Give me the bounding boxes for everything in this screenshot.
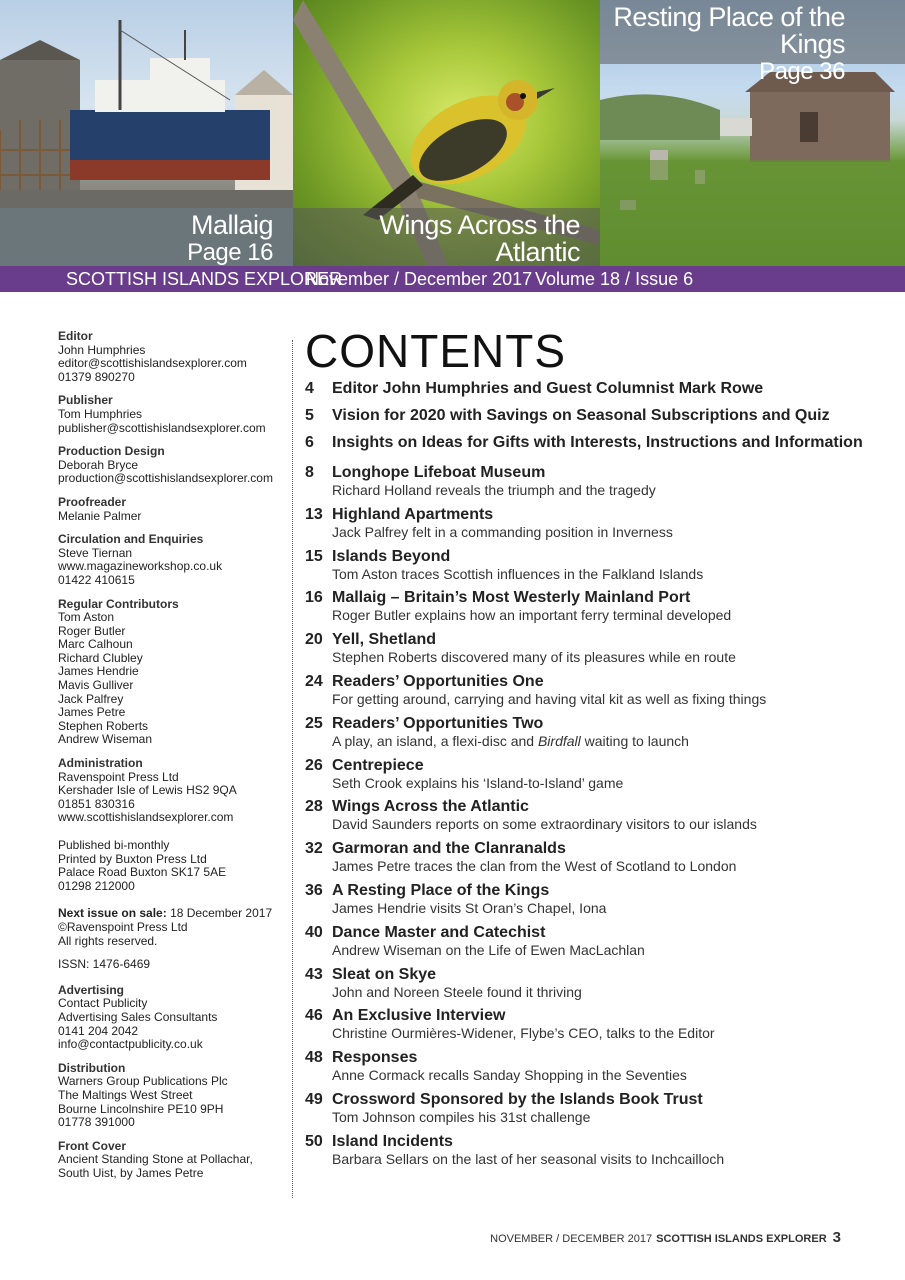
staff-label: Administration bbox=[58, 756, 143, 771]
staff-line: Richard Clubley bbox=[58, 650, 143, 665]
toc-item[interactable] bbox=[305, 1131, 895, 1173]
toc-title: Wings Across the Atlantic bbox=[332, 798, 529, 816]
toc-page-number: 4 bbox=[305, 380, 314, 397]
toc-page-number: 36 bbox=[305, 881, 323, 899]
toc-page-number: 15 bbox=[305, 547, 323, 565]
toc-page-number: 48 bbox=[305, 1049, 323, 1067]
toc-item[interactable] bbox=[305, 1005, 895, 1047]
toc-item[interactable] bbox=[305, 432, 895, 462]
staff-group-administration bbox=[58, 757, 288, 825]
toc-item[interactable] bbox=[305, 1047, 895, 1089]
toc-description: Tom Aston traces Scottish influences in the Falkland Islands bbox=[332, 565, 704, 582]
staff-line: production@scottishislandsexplorer.com bbox=[58, 471, 273, 486]
staff-label: Editor bbox=[58, 329, 93, 343]
staff-group-circulation bbox=[58, 533, 288, 587]
footer-magazine-name: SCOTTISH ISLANDS EXPLORER bbox=[656, 1233, 827, 1245]
toc-description: James Hendrie visits St Oran’s Chapel, Iona bbox=[332, 899, 607, 916]
toc-description: Seth Crook explains his ‘Island-to-Island’ game bbox=[332, 774, 624, 791]
toc-page-number: 28 bbox=[305, 798, 323, 816]
staff-group-distribution bbox=[58, 1062, 288, 1130]
toc-title: Readers’ Opportunities Two bbox=[332, 714, 544, 732]
mallaig-caption-page: Page 16 bbox=[187, 239, 273, 266]
warbler-caption bbox=[293, 208, 600, 266]
toc-description: Tom Johnson compiles his 31st challenge bbox=[332, 1108, 591, 1125]
toc-title: Dance Master and Catechist bbox=[332, 923, 546, 941]
mallaig-caption-title: Mallaig bbox=[190, 210, 273, 240]
staff-line: 01379 890270 bbox=[58, 369, 135, 384]
staff-group-front-cover bbox=[58, 1140, 288, 1181]
toc-page-number: 16 bbox=[305, 589, 323, 607]
toc-description: Jack Palfrey felt in a commanding position in Inverness bbox=[332, 523, 673, 540]
staff-line: Ancient Standing Stone at Pollachar, bbox=[58, 1152, 253, 1167]
toc-page-number: 20 bbox=[305, 631, 323, 649]
footer-page-number: 3 bbox=[832, 1229, 841, 1246]
staff-group-contributors bbox=[58, 598, 288, 748]
staff-line: Kershader Isle of Lewis HS2 9QA bbox=[58, 783, 237, 798]
toc-item[interactable] bbox=[305, 1089, 895, 1131]
issn-info bbox=[58, 958, 288, 972]
bar-magazine-name: SCOTTISH ISLANDS EXPLORER bbox=[66, 269, 343, 289]
toc-title: Garmoran and the Clanranalds bbox=[332, 840, 566, 858]
toc-description: Stephen Roberts discovered many of its pleasures while en route bbox=[332, 649, 736, 666]
toc-description: Roger Butler explains how an important ferry terminal developed bbox=[332, 607, 732, 624]
staff-line: editor@scottishislandsexplorer.com bbox=[58, 356, 247, 371]
staff-group-production bbox=[58, 445, 288, 486]
table-of-contents bbox=[305, 378, 895, 1173]
toc-item[interactable] bbox=[305, 504, 895, 546]
mallaig-caption bbox=[0, 208, 293, 266]
toc-title: Vision for 2020 with Savings on Seasonal Subscriptions and Quiz bbox=[332, 407, 830, 424]
toc-page-number: 50 bbox=[305, 1132, 323, 1150]
staff-line: www.scottishislandsexplorer.com bbox=[58, 810, 234, 825]
toc-item[interactable] bbox=[305, 880, 895, 922]
next-issue-info bbox=[58, 907, 288, 948]
printing-line: Published bi-monthly bbox=[58, 838, 170, 852]
warbler-caption-title: Wings Across the Atlantic bbox=[379, 210, 580, 266]
staff-line: Stephen Roberts bbox=[58, 718, 149, 733]
toc-item[interactable] bbox=[305, 922, 895, 964]
staff-label: Advertising bbox=[58, 982, 125, 997]
staff-line: John Humphries bbox=[58, 342, 146, 357]
staff-label: Circulation and Enquiries bbox=[58, 532, 204, 547]
printing-info bbox=[58, 839, 288, 893]
toc-item[interactable] bbox=[305, 838, 895, 880]
staff-line: South Uist, by James Petre bbox=[58, 1165, 204, 1180]
rights-line: All rights reserved. bbox=[58, 933, 158, 948]
page-footer bbox=[490, 1229, 841, 1246]
staff-label: Proofreader bbox=[58, 494, 127, 509]
staff-line: Steve Tiernan bbox=[58, 545, 133, 560]
staff-line: Andrew Wiseman bbox=[58, 732, 153, 747]
toc-page-number: 25 bbox=[305, 714, 323, 732]
toc-item[interactable] bbox=[305, 671, 895, 713]
toc-item[interactable] bbox=[305, 587, 895, 629]
toc-page-number: 26 bbox=[305, 756, 323, 774]
toc-title: Yell, Shetland bbox=[332, 631, 437, 649]
next-issue-date: 18 December 2017 bbox=[170, 906, 273, 921]
bar-volume: Volume 18 / Issue 6 bbox=[535, 269, 694, 289]
staff-line: Advertising Sales Consultants bbox=[58, 1009, 218, 1024]
toc-title: Responses bbox=[332, 1049, 418, 1067]
toc-description: John and Noreen Steele found it thriving bbox=[332, 983, 582, 1000]
toc-title: An Exclusive Interview bbox=[332, 1007, 506, 1025]
toc-page-number: 13 bbox=[305, 505, 323, 523]
staff-credits bbox=[58, 330, 288, 1190]
staff-line: Ravenspoint Press Ltd bbox=[58, 769, 179, 784]
toc-page-number: 32 bbox=[305, 840, 323, 858]
staff-line: Tom Aston bbox=[58, 610, 115, 625]
toc-title: Islands Beyond bbox=[332, 547, 451, 565]
toc-page-number: 24 bbox=[305, 672, 323, 690]
toc-title: Insights on Ideas for Gifts with Interests, Instructions and Information bbox=[332, 434, 863, 451]
toc-description: Anne Cormack recalls Sanday Shopping in the Seventies bbox=[332, 1067, 687, 1084]
printing-line: Palace Road Buxton SK17 5AE bbox=[58, 865, 227, 880]
toc-item[interactable] bbox=[305, 713, 895, 755]
iona-chapel-photo bbox=[600, 0, 905, 266]
toc-item[interactable] bbox=[305, 546, 895, 588]
staff-line: Marc Calhoun bbox=[58, 637, 133, 652]
column-divider bbox=[292, 340, 293, 1198]
staff-line: Melanie Palmer bbox=[58, 508, 142, 523]
staff-line: publisher@scottishislandsexplorer.com bbox=[58, 420, 266, 435]
toc-page-number: 5 bbox=[305, 407, 314, 424]
toc-item[interactable] bbox=[305, 629, 895, 671]
warbler-photo bbox=[293, 0, 600, 266]
bar-issue-date: November / December 2017 bbox=[306, 269, 533, 289]
toc-description: Barbara Sellars on the last of her seasonal visits to Inchcailloch bbox=[332, 1150, 725, 1167]
staff-line: Contact Publicity bbox=[58, 996, 148, 1011]
issue-bar bbox=[0, 266, 905, 292]
staff-label: Publisher bbox=[58, 393, 113, 408]
copyright-line: ©Ravenspoint Press Ltd bbox=[58, 919, 188, 934]
toc-page-number: 8 bbox=[305, 464, 314, 481]
cover-photo-band bbox=[0, 0, 905, 266]
toc-title: Readers’ Opportunities One bbox=[332, 672, 544, 690]
staff-label: Regular Contributors bbox=[58, 596, 179, 611]
toc-title: Highland Apartments bbox=[332, 505, 494, 523]
toc-item[interactable] bbox=[305, 378, 895, 405]
staff-line: 01778 391000 bbox=[58, 1115, 135, 1130]
toc-description: Richard Holland reveals the triumph and the tragedy bbox=[332, 482, 656, 498]
staff-group-editor bbox=[58, 330, 288, 384]
staff-line: Warners Group Publications Plc bbox=[58, 1074, 228, 1089]
contents-heading: CONTENTS bbox=[305, 325, 566, 377]
toc-title: Centrepiece bbox=[332, 756, 424, 774]
printing-line: Printed by Buxton Press Ltd bbox=[58, 851, 207, 866]
issn-line: ISSN: 1476-6469 bbox=[58, 957, 151, 972]
toc-page-number: 49 bbox=[305, 1090, 323, 1108]
mallaig-photo bbox=[0, 0, 293, 266]
staff-label: Front Cover bbox=[58, 1138, 127, 1153]
toc-description: A play, an island, a flexi-disc and Birdfall waiting to launch bbox=[332, 732, 689, 749]
toc-title: Crossword Sponsored by the Islands Book Trust bbox=[332, 1090, 703, 1108]
staff-line: James Hendrie bbox=[58, 664, 139, 679]
toc-title: Mallaig – Britain’s Most Westerly Mainland Port bbox=[332, 589, 691, 607]
toc-item[interactable] bbox=[305, 964, 895, 1006]
footer-issue-date: NOVEMBER / DECEMBER 2017 bbox=[490, 1233, 653, 1245]
staff-line: Mavis Gulliver bbox=[58, 678, 134, 693]
staff-group-advertising bbox=[58, 984, 288, 1052]
toc-description: James Petre traces the clan from the West of Scotland to London bbox=[332, 858, 737, 875]
toc-description: David Saunders reports on some extraordinary visitors to our islands bbox=[332, 816, 757, 833]
toc-title: Longhope Lifeboat Museum bbox=[332, 464, 546, 481]
toc-page-number: 6 bbox=[305, 434, 314, 451]
toc-description: Andrew Wiseman on the Life of Ewen MacLachlan bbox=[332, 941, 645, 958]
staff-line: 01851 830316 bbox=[58, 796, 135, 811]
toc-title: A Resting Place of the Kings bbox=[332, 881, 550, 899]
toc-page-number: 43 bbox=[305, 965, 323, 983]
toc-title: Editor John Humphries and Guest Columnist Mark Rowe bbox=[332, 380, 764, 397]
staff-line: Roger Butler bbox=[58, 623, 126, 638]
toc-page-number: 46 bbox=[305, 1007, 323, 1025]
toc-item[interactable] bbox=[305, 405, 895, 432]
toc-item[interactable] bbox=[305, 755, 895, 797]
staff-line: 01422 410615 bbox=[58, 572, 135, 587]
staff-line: 0141 204 2042 bbox=[58, 1023, 139, 1038]
staff-line: info@contactpublicity.co.uk bbox=[58, 1037, 203, 1052]
staff-label: Distribution bbox=[58, 1060, 126, 1075]
toc-page-number: 40 bbox=[305, 923, 323, 941]
staff-line: www.magazineworkshop.co.uk bbox=[58, 559, 223, 574]
toc-description: Christine Ourmières-Widener, Flybe’s CEO, talks to the Editor bbox=[332, 1025, 715, 1042]
next-issue-label: Next issue on sale: bbox=[58, 906, 167, 921]
next-issue-line bbox=[58, 907, 288, 921]
staff-group-publisher bbox=[58, 394, 288, 435]
staff-line: Tom Humphries bbox=[58, 406, 143, 421]
iona-caption-title: Resting Place of the Kings bbox=[613, 2, 845, 59]
staff-line: Deborah Bryce bbox=[58, 457, 139, 472]
toc-item[interactable] bbox=[305, 796, 895, 838]
toc-title: Island Incidents bbox=[332, 1132, 453, 1150]
staff-label: Production Design bbox=[58, 444, 165, 459]
staff-line: James Petre bbox=[58, 705, 126, 720]
printing-line: 01298 212000 bbox=[58, 878, 135, 893]
staff-group-proofreader bbox=[58, 496, 288, 523]
iona-caption bbox=[600, 0, 905, 85]
iona-caption-page: Page 36 bbox=[759, 58, 845, 85]
toc-description: For getting around, carrying and having vital kit as well as fixing things bbox=[332, 690, 767, 707]
staff-line: Jack Palfrey bbox=[58, 691, 124, 706]
staff-line: Bourne Lincolnshire PE10 9PH bbox=[58, 1101, 224, 1116]
staff-line: The Maltings West Street bbox=[58, 1087, 193, 1102]
toc-item[interactable] bbox=[305, 462, 895, 504]
toc-title: Sleat on Skye bbox=[332, 965, 437, 983]
